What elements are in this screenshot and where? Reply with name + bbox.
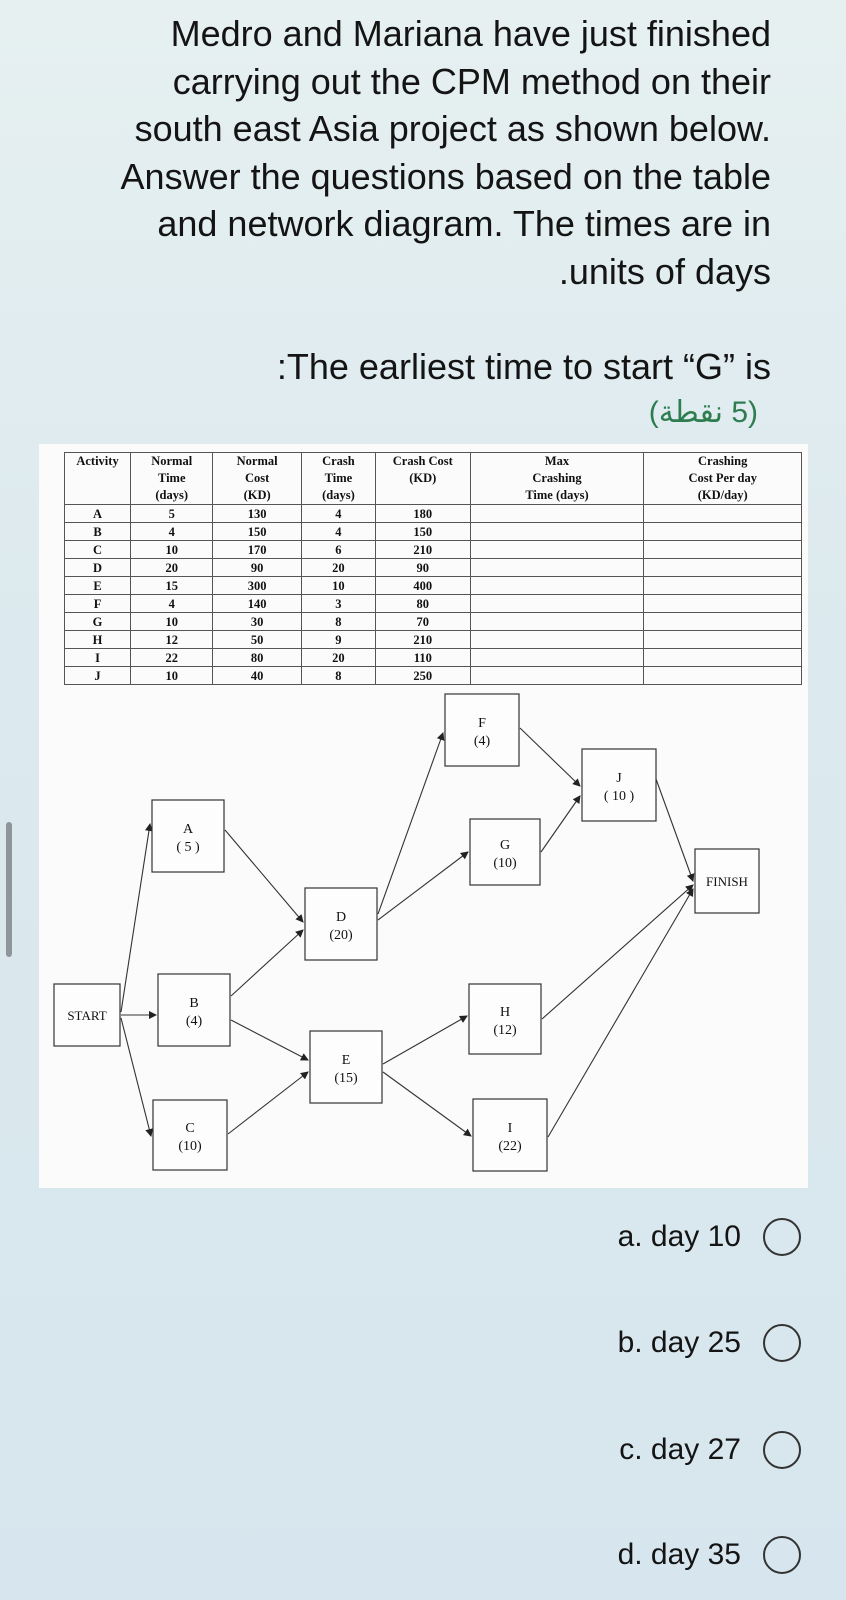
table-cell: 80	[376, 595, 471, 613]
table-header-text: Crash	[322, 454, 355, 468]
table-cell: 3	[301, 595, 375, 613]
edge-B-E	[231, 1020, 308, 1060]
edge-H-finish	[542, 885, 693, 1019]
table-header-text: (KD)	[243, 488, 271, 502]
table-cell: I	[65, 649, 131, 667]
node-duration: (20)	[329, 928, 353, 943]
table-header-text: Normal	[236, 454, 278, 468]
table-cell: 130	[213, 505, 301, 523]
table-cell: 5	[131, 505, 213, 523]
table-header-text: (KD/day)	[697, 488, 748, 502]
node-label: A	[182, 822, 194, 837]
question-line: .units of days	[558, 250, 771, 292]
node-label: I	[507, 1121, 513, 1136]
answer-option[interactable]	[618, 1218, 801, 1256]
table-cell: 20	[131, 559, 213, 577]
node-duration: (4)	[185, 1014, 203, 1029]
edge-G-J	[541, 796, 580, 852]
edge-A-D	[225, 830, 303, 922]
radio-button[interactable]	[763, 1431, 801, 1469]
table-cell: 10	[131, 613, 213, 631]
table-cell: 90	[376, 559, 471, 577]
radio-button[interactable]	[763, 1536, 801, 1574]
node-label: START	[67, 1008, 107, 1023]
node-label: C	[185, 1121, 195, 1136]
table-cell: 180	[376, 505, 471, 523]
edge-C-E	[228, 1072, 308, 1134]
question-line: and network diagram. The times are in	[157, 203, 771, 244]
question-text	[71, 10, 771, 295]
table-cell: 15	[131, 577, 213, 595]
table-cell: 80	[213, 649, 301, 667]
sub-question: :The earliest time to start “G” is	[276, 346, 771, 387]
table-cell: 90	[213, 559, 301, 577]
node-j	[582, 749, 656, 821]
table-cell: 250	[376, 667, 471, 685]
node-c	[153, 1100, 227, 1170]
table-header-text: Crashing	[698, 454, 748, 468]
table-cell: 20	[301, 649, 375, 667]
edge-J-finish	[656, 779, 693, 881]
node-label: F	[478, 716, 486, 731]
table-cell: 4	[301, 505, 375, 523]
table-header-text: Max	[544, 454, 570, 468]
table-cell: 150	[213, 523, 301, 541]
table-cell: 210	[376, 631, 471, 649]
table-cell: 50	[213, 631, 301, 649]
edge-E-H	[383, 1016, 467, 1064]
table-cell: 400	[376, 577, 471, 595]
table-header-text: Normal	[151, 454, 193, 468]
question-image	[39, 444, 808, 1188]
node-label: H	[499, 1005, 511, 1020]
edge-start-A	[121, 824, 150, 1012]
table-cell: H	[65, 631, 131, 649]
question-line: Answer the questions based on the table	[120, 155, 771, 197]
table-header-text: (KD)	[409, 471, 437, 485]
table-header-text: Crashing	[532, 471, 582, 485]
edge-E-I	[383, 1072, 471, 1136]
node-label: FINISH	[706, 874, 748, 889]
network-diagram	[39, 444, 808, 1188]
option-label: d. day 35	[617, 1538, 741, 1571]
table-cell: A	[65, 505, 131, 523]
table-cell: 210	[376, 541, 471, 559]
table-cell: 10	[301, 577, 375, 595]
node-i	[473, 1099, 547, 1171]
table-cell: E	[65, 577, 131, 595]
node-duration: (22)	[498, 1139, 522, 1154]
node-f	[445, 694, 519, 766]
option-label: c. day 27	[619, 1433, 741, 1466]
node-label: J	[616, 771, 622, 786]
edge-I-finish	[548, 889, 693, 1137]
table-cell: 30	[213, 613, 301, 631]
table-cell: B	[65, 523, 131, 541]
node-duration: (12)	[493, 1023, 517, 1038]
table-header-text: Activity	[76, 454, 119, 468]
node-label: D	[335, 910, 347, 925]
table-header-text: Time	[157, 471, 186, 485]
edge-B-D	[231, 930, 303, 996]
node-finish	[695, 849, 759, 913]
points-label: (5 نقطة)	[648, 396, 758, 429]
edge-D-G	[378, 852, 468, 920]
table-cell: 20	[301, 559, 375, 577]
table-cell: 4	[131, 523, 213, 541]
table-cell: 150	[376, 523, 471, 541]
table-cell: 8	[301, 667, 375, 685]
table-cell: 8	[301, 613, 375, 631]
question-line: carrying out the CPM method on their	[172, 60, 771, 102]
edge-D-F	[378, 733, 443, 914]
table-cell: J	[65, 667, 131, 685]
table-cell: 22	[131, 649, 213, 667]
table-cell: 4	[301, 523, 375, 541]
table-cell: 140	[213, 595, 301, 613]
table-header-text: Crash Cost	[392, 454, 453, 468]
option-label: b. day 25	[617, 1326, 741, 1359]
node-a	[152, 800, 224, 872]
table-cell: 6	[301, 541, 375, 559]
table-header-text: Cost	[244, 471, 270, 485]
question-line: south east Asia project as shown below.	[134, 108, 771, 149]
radio-button[interactable]	[763, 1324, 801, 1362]
table-cell: 110	[376, 649, 471, 667]
table-header-text: (days)	[322, 488, 355, 502]
node-h	[469, 984, 541, 1054]
table-cell: 300	[213, 577, 301, 595]
table-cell: 10	[131, 541, 213, 559]
node-duration: (4)	[473, 734, 491, 749]
answer-option[interactable]	[618, 1536, 801, 1574]
edge-F-J	[520, 728, 580, 786]
node-label: G	[499, 838, 511, 853]
table-cell: 12	[131, 631, 213, 649]
table-cell: 4	[131, 595, 213, 613]
answer-option[interactable]	[618, 1324, 801, 1362]
node-label: B	[189, 996, 199, 1011]
node-duration: (15)	[334, 1071, 358, 1086]
question-line: Medro and Mariana have just finished	[170, 13, 771, 54]
node-duration: ( 5 )	[176, 840, 200, 855]
table-cell: 9	[301, 631, 375, 649]
table-cell: 170	[213, 541, 301, 559]
table-header-text: Cost Per day	[688, 471, 757, 485]
table-cell: 40	[213, 667, 301, 685]
option-label: a. day 10	[617, 1220, 741, 1253]
table-header-text: (days)	[155, 488, 189, 502]
table-header-text: Time	[324, 471, 353, 485]
node-b	[158, 974, 230, 1046]
node-duration: (10)	[493, 856, 517, 871]
table-cell: 10	[131, 667, 213, 685]
scroll-handle[interactable]	[6, 822, 12, 957]
table-cell: 70	[376, 613, 471, 631]
table-cell: F	[65, 595, 131, 613]
node-g	[470, 819, 540, 885]
node-label: E	[341, 1053, 351, 1068]
table-cell: D	[65, 559, 131, 577]
node-start	[54, 984, 120, 1046]
table-cell: C	[65, 541, 131, 559]
node-duration: (10)	[178, 1139, 202, 1154]
table-header-text: Time (days)	[525, 488, 589, 502]
radio-button[interactable]	[763, 1218, 801, 1256]
node-d	[305, 888, 377, 960]
answer-option[interactable]	[619, 1431, 801, 1469]
edge-start-C	[121, 1018, 151, 1136]
node-duration: ( 10 )	[603, 789, 635, 804]
node-e	[310, 1031, 382, 1103]
table-cell: G	[65, 613, 131, 631]
